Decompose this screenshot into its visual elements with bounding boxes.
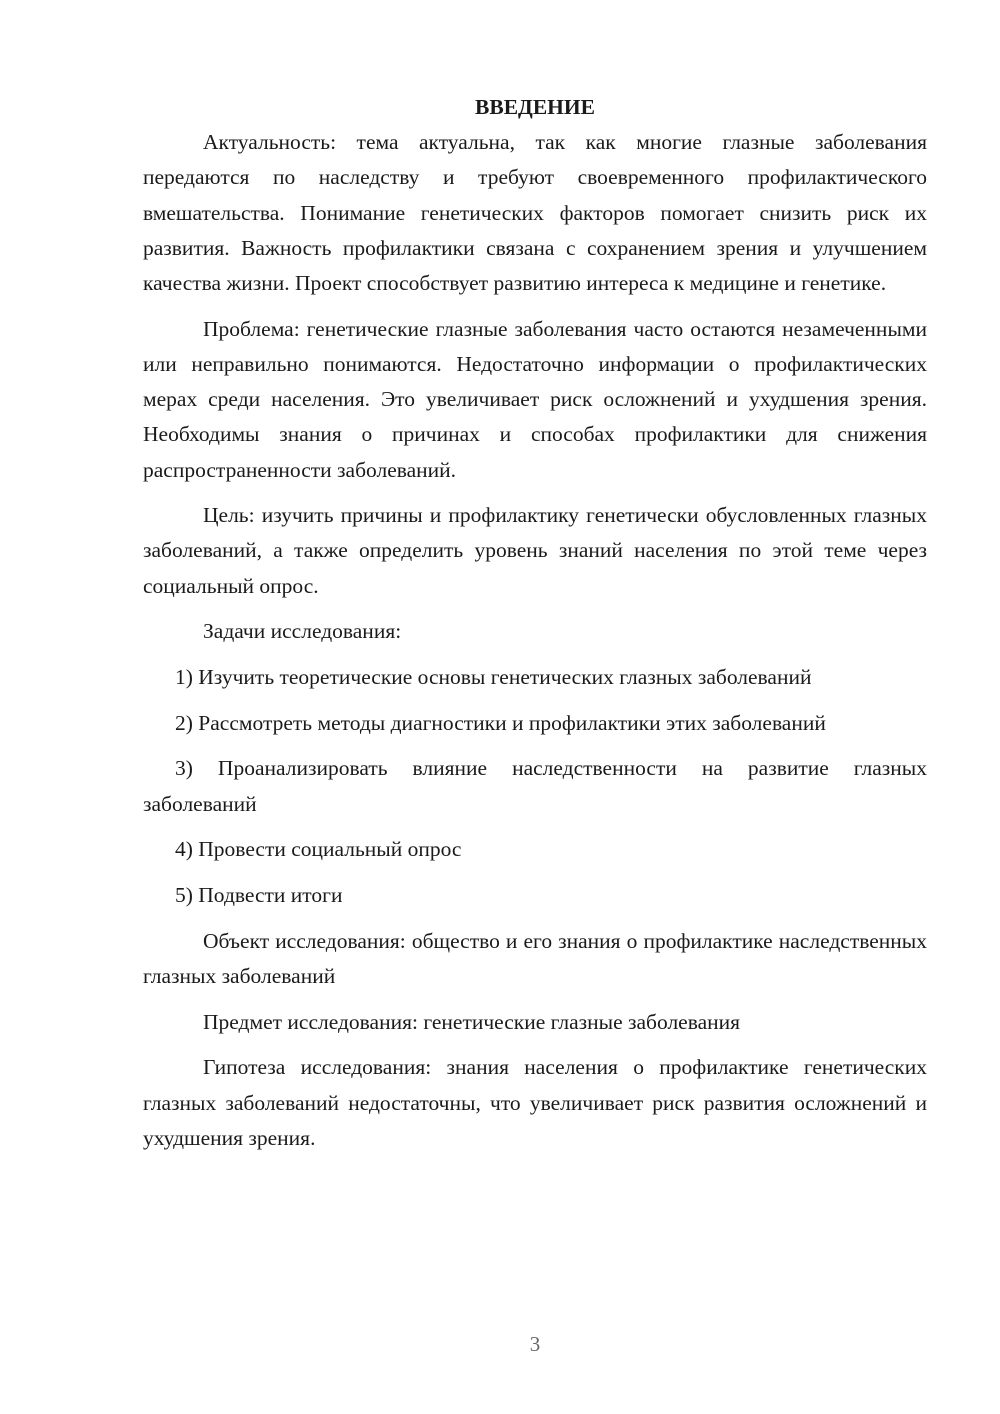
task-item-5: 5) Подвести итоги xyxy=(175,883,343,908)
paragraph-subject: Предмет исследования: генетические глазные заболевания xyxy=(203,1009,741,1034)
page-number: 3 xyxy=(529,1332,541,1356)
page-title: ВВЕДЕНИЕ xyxy=(475,95,595,119)
paragraph-hypothesis: Гипотеза исследования: знания населения о профилактике генетических глазных заболеваний недостаточны, что увеличивает риск развития осложнений и ухудшения зрения. xyxy=(143,1055,927,1150)
paragraph-goal: Цель: изучить причины и профилактику генетически обусловленных глазных заболеваний, а также определить уровень знаний населения по этой теме через социальный опрос. xyxy=(143,503,927,598)
task-item-1: 1) Изучить теоретические основы генетических глазных заболеваний xyxy=(175,665,812,690)
task-item-4: 4) Провести социальный опрос xyxy=(175,837,462,862)
paragraph-problem: Проблема: генетические глазные заболевания часто остаются незамеченными или неправильно понимаются. Недостаточно информации о профилактических мерах среди населения. Это увеличивает риск осложнений и ухудшения зрения. Необходимы знания о причинах и способах профилактики для снижения распространенности заболеваний. xyxy=(143,316,927,482)
paragraph-relevance: Актуальность: тема актуальна, так как многие глазные заболевания передаются по наследству и требуют своевременного профилактического вмешательства. Понимание генетических факторов помогает снизить риск их развития. Важность профилактики связана с сохранением зрения и улучшением качества жизни. Проект способствует развитию интереса к медицине и генетике. xyxy=(143,130,927,296)
tasks-heading: Задачи исследования: xyxy=(203,619,402,644)
task-item-3: 3) Проанализировать влияние наследственности на развитие глазных заболеваний xyxy=(143,756,927,816)
paragraph-object: Объект исследования: общество и его знания о профилактике наследственных глазных заболеваний xyxy=(143,928,927,988)
document-page xyxy=(143,90,927,1166)
task-item-2: 2) Рассмотреть методы диагностики и профилактики этих заболеваний xyxy=(175,710,826,735)
